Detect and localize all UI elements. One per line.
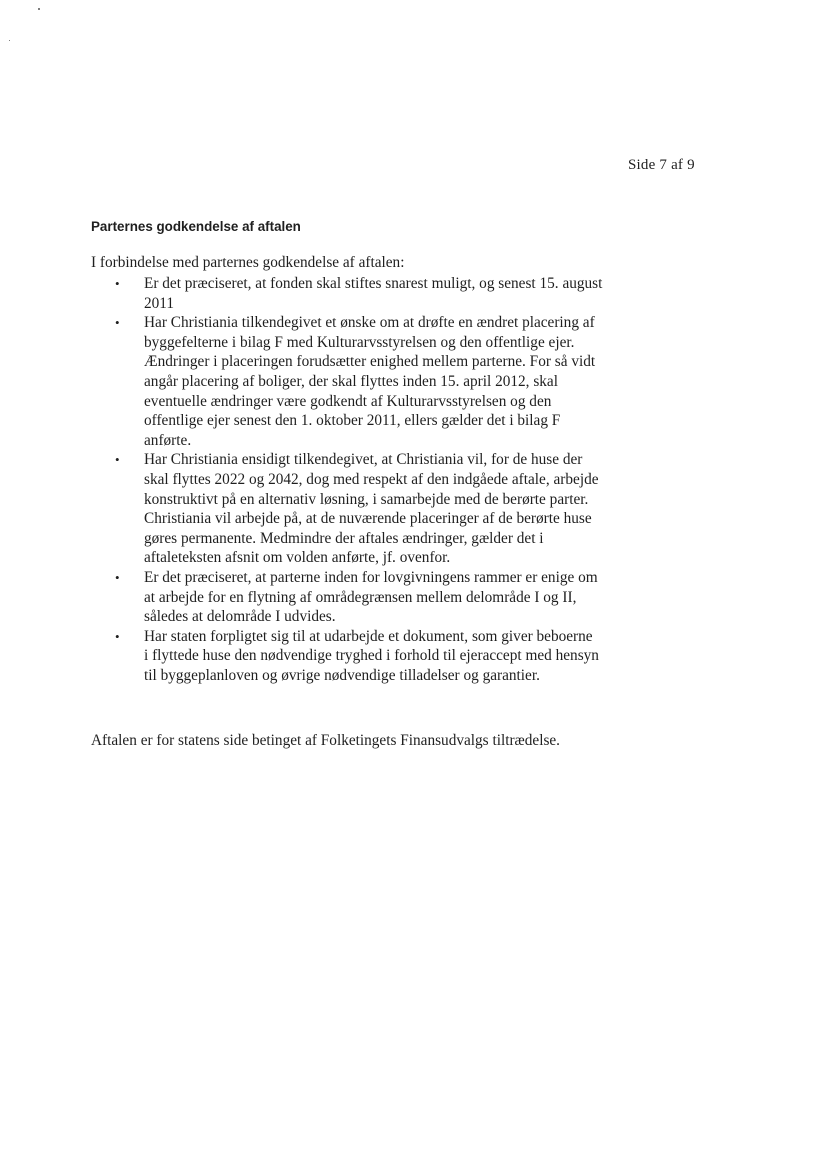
closing-paragraph: Aftalen er for statens side betinget af Folketingets Finansudvalgs tiltrædelse.: [91, 732, 561, 749]
bullet-text: [144, 313, 631, 450]
bullet-item: [111, 274, 631, 313]
bullet-text-line: gøres permanente. Medmindre der aftales ændringer, gælder det i: [144, 529, 544, 547]
bullet-text-line: offentlige ejer senest den 1. oktober 2011, ellers gælder det i bilag F: [144, 412, 561, 430]
bullet-item: [111, 313, 631, 450]
bullet-text-line: Har staten forpligtet sig til at udarbejde et dokument, som giver beboerne: [144, 627, 593, 645]
bullet-text-line: således at delområde I udvides.: [144, 608, 336, 626]
scan-speck: [9, 40, 10, 41]
scan-speck: [38, 8, 40, 10]
bullet-text-line: Har Christiania tilkendegivet et ønske om at drøfte en ændret placering af: [144, 314, 595, 332]
bullet-text-line: eventuelle ændringer være godkendt af Kulturarvsstyrelsen og den: [144, 392, 552, 410]
bullet-text: [144, 568, 631, 627]
bullet-text-line: 2011: [144, 294, 175, 312]
bullet-text-line: til byggeplanloven og øvrige nødvendige tilladelser og garantier.: [144, 666, 540, 684]
bullet-text-line: at arbejde for en flytning af områdegrænsen mellem delområde I og II,: [144, 588, 577, 606]
bullet-text-line: i flyttede huse den nødvendige tryghed i forhold til ejeraccept med hensyn: [144, 647, 599, 665]
bullet-item: [111, 450, 631, 568]
bullet-text: [144, 274, 631, 313]
bullet-text-line: konstruktivt på en alternativ løsning, i samarbejde med de berørte parter.: [144, 490, 589, 508]
bullet-text-line: skal flyttes 2022 og 2042, dog med respekt af den indgåede aftale, arbejde: [144, 470, 599, 488]
page-number: Side 7 af 9: [628, 157, 695, 173]
bullet-text-line: angår placering af boliger, der skal flyttes inden 15. april 2012, skal: [144, 372, 558, 390]
bullet-text-line: Har Christiania ensidigt tilkendegivet, at Christiania vil, for de huse der: [144, 451, 583, 469]
bullet-text-line: Ændringer i placeringen forudsætter enighed mellem parterne. For så vidt: [144, 353, 596, 371]
intro-paragraph: I forbindelse med parternes godkendelse af aftalen:: [91, 254, 405, 271]
bullet-text-line: Christiania vil arbejde på, at de nuværende placeringer af de berørte huse: [144, 510, 592, 528]
bullet-text-line: anførte.: [144, 431, 192, 449]
bullet-text: [144, 450, 631, 568]
bullet-item: [111, 568, 631, 627]
bullet-text-line: Er det præciseret, at parterne inden for lovgivningens rammer er enige om: [144, 568, 598, 586]
bullet-dot-icon: •: [115, 569, 120, 585]
section-heading: Parternes godkendelse af aftalen: [91, 219, 301, 234]
bullet-item: [111, 627, 631, 686]
bullet-dot-icon: •: [115, 452, 120, 468]
bullet-text-line: byggefelterne i bilag F med Kulturarvsstyrelsen og den offentlige ejer.: [144, 333, 575, 351]
bullet-text-line: Er det præciseret, at fonden skal stiftes snarest muligt, og senest 15. august: [144, 275, 603, 292]
bullet-dot-icon: •: [115, 628, 120, 644]
bullet-text-line: aftaleteksten afsnit om volden anførte, jf. ovenfor.: [144, 549, 451, 567]
bullet-dot-icon: •: [115, 276, 120, 291]
bullet-dot-icon: •: [115, 315, 120, 331]
bullet-text: [144, 627, 631, 686]
bullet-list: [111, 274, 631, 685]
